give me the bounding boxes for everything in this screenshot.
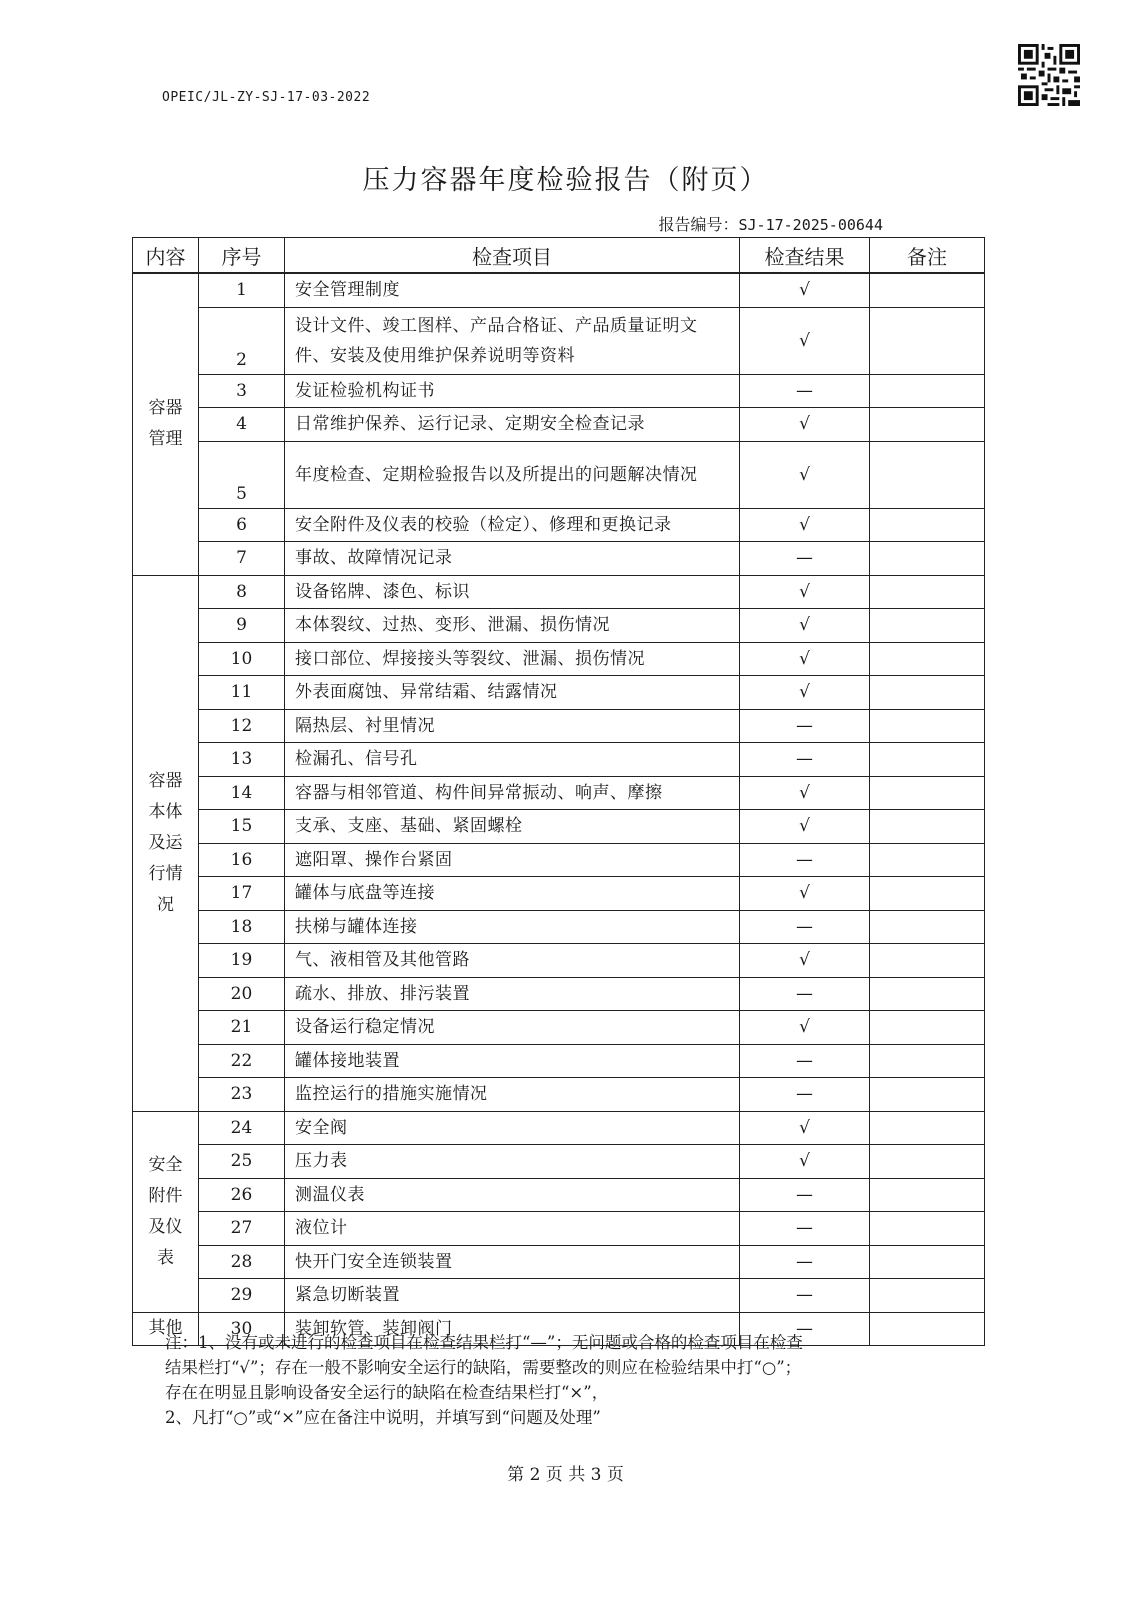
table-row — [133, 709, 985, 743]
result-cell: — — [740, 977, 870, 1011]
result-cell: √ — [740, 1145, 870, 1179]
table-row — [133, 642, 985, 676]
seq-cell: 1 — [199, 273, 285, 307]
page-title: 压力容器年度检验报告（附页） — [362, 165, 769, 196]
seq-cell: 22 — [199, 1044, 285, 1078]
remark-cell — [870, 843, 985, 877]
document-code: OPEIC/JL-ZY-SJ-17-03-2022 — [162, 90, 371, 105]
table-row — [133, 1178, 985, 1212]
table-row — [133, 743, 985, 777]
table-row — [133, 910, 985, 944]
table-row — [133, 542, 985, 576]
remark-cell — [870, 1178, 985, 1212]
result-cell: √ — [740, 642, 870, 676]
remark-cell — [870, 1279, 985, 1313]
remark-cell — [870, 709, 985, 743]
seq-cell: 7 — [199, 542, 285, 576]
header-item: 检查项目 — [285, 238, 740, 274]
remark-cell — [870, 441, 985, 508]
table-row — [133, 1011, 985, 1045]
item-cell: 设备运行稳定情况 — [285, 1011, 740, 1045]
result-cell: √ — [740, 944, 870, 978]
result-cell: √ — [740, 273, 870, 307]
item-cell: 安全管理制度 — [285, 273, 740, 307]
table-row — [133, 1078, 985, 1112]
seq-cell: 13 — [199, 743, 285, 777]
result-cell: — — [740, 743, 870, 777]
remark-cell — [870, 307, 985, 374]
table-row — [133, 944, 985, 978]
header-remark: 备注 — [870, 238, 985, 274]
item-cell: 液位计 — [285, 1212, 740, 1246]
note-line: 2、凡打“○”或“×”应在备注中说明，并填写到“问题及处理” — [165, 1408, 601, 1427]
table-row — [133, 1212, 985, 1246]
remark-cell — [870, 910, 985, 944]
remark-cell — [870, 877, 985, 911]
table-row — [133, 575, 985, 609]
seq-cell: 30 — [199, 1312, 285, 1346]
page-number: 第 2 页 共 3 页 — [507, 1465, 624, 1485]
result-cell: √ — [740, 1011, 870, 1045]
item-cell: 隔热层、衬里情况 — [285, 709, 740, 743]
remark-cell — [870, 1111, 985, 1145]
seq-cell: 27 — [199, 1212, 285, 1246]
item-cell: 快开门安全连锁装置 — [285, 1245, 740, 1279]
result-cell: √ — [740, 1111, 870, 1145]
category-cell: 其他 — [133, 1312, 199, 1346]
category-cell: 容器管理 — [133, 273, 199, 575]
header-seq: 序号 — [199, 238, 285, 274]
item-cell: 装卸软管、装卸阀门 — [285, 1312, 740, 1346]
note-line: 结果栏打“√”；存在一般不影响安全运行的缺陷，需要整改的则应在检验结果中打“○”； — [165, 1358, 802, 1377]
item-cell: 年度检查、定期检验报告以及所提出的问题解决情况 — [285, 441, 740, 508]
remark-cell — [870, 508, 985, 542]
table-row — [133, 1245, 985, 1279]
table-row — [133, 877, 985, 911]
seq-cell: 3 — [199, 374, 285, 408]
result-cell: — — [740, 709, 870, 743]
item-cell: 安全附件及仪表的校验（检定）、修理和更换记录 — [285, 508, 740, 542]
item-cell: 罐体与底盘等连接 — [285, 877, 740, 911]
seq-cell: 12 — [199, 709, 285, 743]
note-line: 存在在明显且影响设备安全运行的缺陷在检查结果栏打“×”， — [165, 1383, 609, 1402]
remark-cell — [870, 1011, 985, 1045]
item-cell: 日常维护保养、运行记录、定期安全检查记录 — [285, 408, 740, 442]
result-cell: — — [740, 1212, 870, 1246]
item-cell: 外表面腐蚀、异常结霜、结露情况 — [285, 676, 740, 710]
table-row — [133, 1044, 985, 1078]
item-cell: 设备铭牌、漆色、标识 — [285, 575, 740, 609]
seq-cell: 25 — [199, 1145, 285, 1179]
remark-cell — [870, 408, 985, 442]
table-row — [133, 1145, 985, 1179]
table-row — [133, 843, 985, 877]
remark-cell — [870, 542, 985, 576]
item-cell: 疏水、排放、排污装置 — [285, 977, 740, 1011]
result-cell: — — [740, 1245, 870, 1279]
seq-cell: 19 — [199, 944, 285, 978]
table-header-row — [133, 238, 985, 274]
item-cell: 设计文件、竣工图样、产品合格证、产品质量证明文件、安装及使用维护保养说明等资料 — [285, 307, 740, 374]
note-line: 注：1、没有或未进行的检查项目在检查结果栏打“—”；无问题或合格的检查项目在检查 — [165, 1333, 803, 1352]
seq-cell: 6 — [199, 508, 285, 542]
seq-cell: 16 — [199, 843, 285, 877]
table-row — [133, 374, 985, 408]
category-cell: 容器本体及运行情况 — [133, 575, 199, 1111]
table-row — [133, 977, 985, 1011]
report-number-label: 报告编号： — [658, 215, 739, 234]
item-cell: 气、液相管及其他管路 — [285, 944, 740, 978]
remark-cell — [870, 374, 985, 408]
table-row — [133, 776, 985, 810]
seq-cell: 15 — [199, 810, 285, 844]
header-category: 内容 — [133, 238, 199, 274]
seq-cell: 9 — [199, 609, 285, 643]
item-cell: 接口部位、焊接接头等裂纹、泄漏、损伤情况 — [285, 642, 740, 676]
item-cell: 遮阳罩、操作台紧固 — [285, 843, 740, 877]
table-row — [133, 810, 985, 844]
item-cell: 罐体接地装置 — [285, 1044, 740, 1078]
remark-cell — [870, 776, 985, 810]
remark-cell — [870, 1245, 985, 1279]
item-cell: 压力表 — [285, 1145, 740, 1179]
remark-cell — [870, 1145, 985, 1179]
result-cell: √ — [740, 776, 870, 810]
seq-cell: 21 — [199, 1011, 285, 1045]
table-row — [133, 307, 985, 374]
seq-cell: 10 — [199, 642, 285, 676]
report-number-value: SJ-17-2025-00644 — [738, 216, 883, 234]
seq-cell: 20 — [199, 977, 285, 1011]
item-cell: 容器与相邻管道、构件间异常振动、响声、摩擦 — [285, 776, 740, 810]
table-row — [133, 441, 985, 508]
item-cell: 安全阀 — [285, 1111, 740, 1145]
result-cell: — — [740, 1078, 870, 1112]
table-row — [133, 1279, 985, 1313]
result-cell: √ — [740, 441, 870, 508]
item-cell: 扶梯与罐体连接 — [285, 910, 740, 944]
header-result: 检查结果 — [740, 238, 870, 274]
seq-cell: 14 — [199, 776, 285, 810]
qr-code-icon — [1018, 44, 1080, 106]
seq-cell: 17 — [199, 877, 285, 911]
remark-cell — [870, 977, 985, 1011]
result-cell: √ — [740, 609, 870, 643]
item-cell: 检漏孔、信号孔 — [285, 743, 740, 777]
item-cell: 紧急切断装置 — [285, 1279, 740, 1313]
seq-cell: 4 — [199, 408, 285, 442]
seq-cell: 2 — [199, 307, 285, 374]
table-row — [133, 508, 985, 542]
result-cell: √ — [740, 676, 870, 710]
item-cell: 事故、故障情况记录 — [285, 542, 740, 576]
seq-cell: 24 — [199, 1111, 285, 1145]
seq-cell: 5 — [199, 441, 285, 508]
category-cell: 安全附件及仪表 — [133, 1111, 199, 1312]
remark-cell — [870, 810, 985, 844]
remark-cell — [870, 743, 985, 777]
inspection-table — [132, 237, 985, 1346]
seq-cell: 11 — [199, 676, 285, 710]
item-cell: 本体裂纹、过热、变形、泄漏、损伤情况 — [285, 609, 740, 643]
table-row — [133, 273, 985, 307]
notes — [165, 1330, 965, 1430]
item-cell: 支承、支座、基础、紧固螺栓 — [285, 810, 740, 844]
result-cell: √ — [740, 408, 870, 442]
report-number — [658, 212, 883, 235]
remark-cell — [870, 1212, 985, 1246]
result-cell: — — [740, 1279, 870, 1313]
remark-cell — [870, 1078, 985, 1112]
remark-cell — [870, 944, 985, 978]
table-row — [133, 676, 985, 710]
table-row — [133, 408, 985, 442]
item-cell: 测温仪表 — [285, 1178, 740, 1212]
result-cell: — — [740, 1178, 870, 1212]
seq-cell: 18 — [199, 910, 285, 944]
remark-cell — [870, 642, 985, 676]
table-row — [133, 609, 985, 643]
table-row — [133, 1111, 985, 1145]
remark-cell — [870, 676, 985, 710]
seq-cell: 28 — [199, 1245, 285, 1279]
remark-cell — [870, 575, 985, 609]
result-cell: √ — [740, 810, 870, 844]
result-cell: — — [740, 1044, 870, 1078]
item-cell: 监控运行的措施实施情况 — [285, 1078, 740, 1112]
result-cell: — — [740, 910, 870, 944]
remark-cell — [870, 1044, 985, 1078]
seq-cell: 29 — [199, 1279, 285, 1313]
result-cell: — — [740, 542, 870, 576]
result-cell: √ — [740, 508, 870, 542]
result-cell: — — [740, 374, 870, 408]
result-cell: √ — [740, 575, 870, 609]
item-cell: 发证检验机构证书 — [285, 374, 740, 408]
remark-cell — [870, 273, 985, 307]
result-cell: — — [740, 843, 870, 877]
result-cell: — — [740, 1312, 870, 1346]
seq-cell: 26 — [199, 1178, 285, 1212]
remark-cell — [870, 609, 985, 643]
seq-cell: 23 — [199, 1078, 285, 1112]
result-cell: √ — [740, 877, 870, 911]
result-cell: √ — [740, 307, 870, 374]
seq-cell: 8 — [199, 575, 285, 609]
